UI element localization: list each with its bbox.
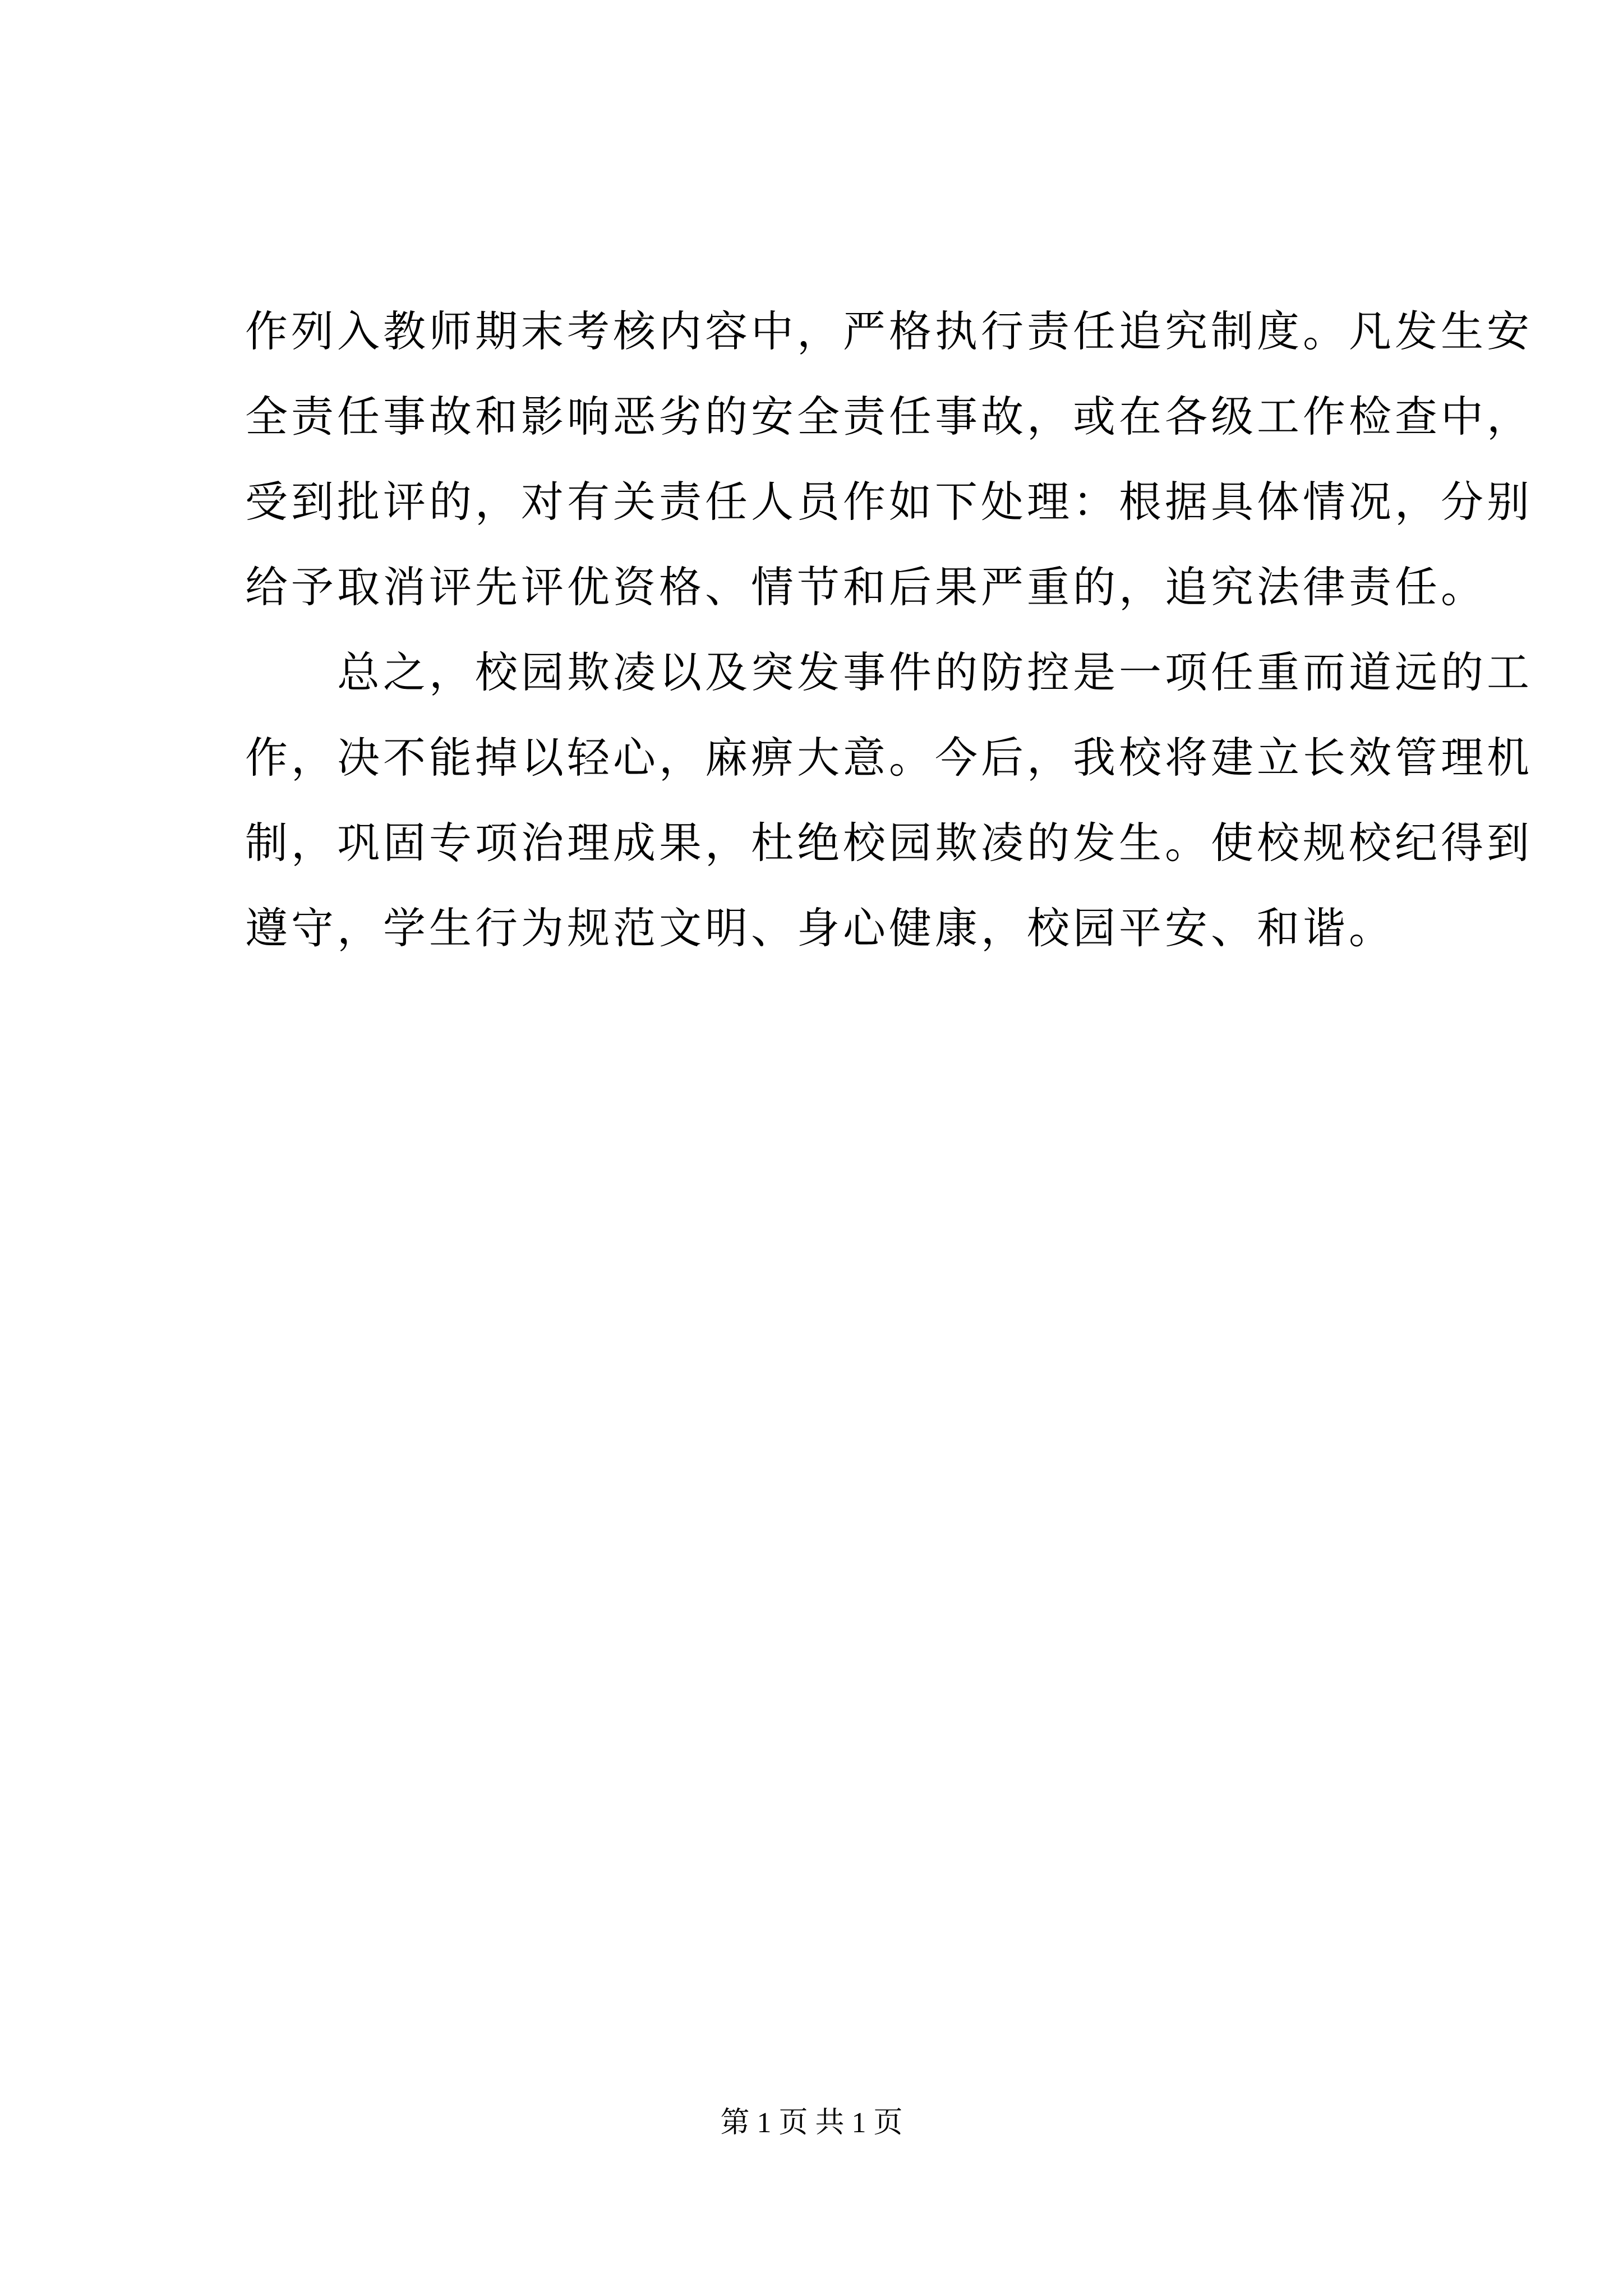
text-line-7: 制，巩固专项治理成果，杜绝校园欺凌的发生。使校规校纪得到 <box>245 818 1533 868</box>
text-line-6: 作，决不能掉以轻心，麻痹大意。今后，我校将建立长效管理机 <box>245 733 1533 783</box>
document-body <box>245 289 1533 971</box>
text-line-8: 遵守，学生行为规范文明、身心健康，校园平安、和谐。 <box>245 903 1395 953</box>
text-line-3: 受到批评的，对有关责任人员作如下处理：根据具体情况，分别 <box>245 477 1533 527</box>
text-line-4: 给予取消评先评优资格、情节和后果严重的，追究法律责任。 <box>245 562 1487 612</box>
text-line-1: 作列入教师期末考核内容中，严格执行责任追究制度。凡发生安 <box>245 306 1533 356</box>
text-line-5: 总之，校园欺凌以及突发事件的防控是一项任重而道远的工 <box>245 647 1533 697</box>
page-footer: 第 1 页 共 1 页 <box>720 2107 903 2139</box>
text-line-2: 全责任事故和影响恶劣的安全责任事故，或在各级工作检查中， <box>245 392 1533 441</box>
